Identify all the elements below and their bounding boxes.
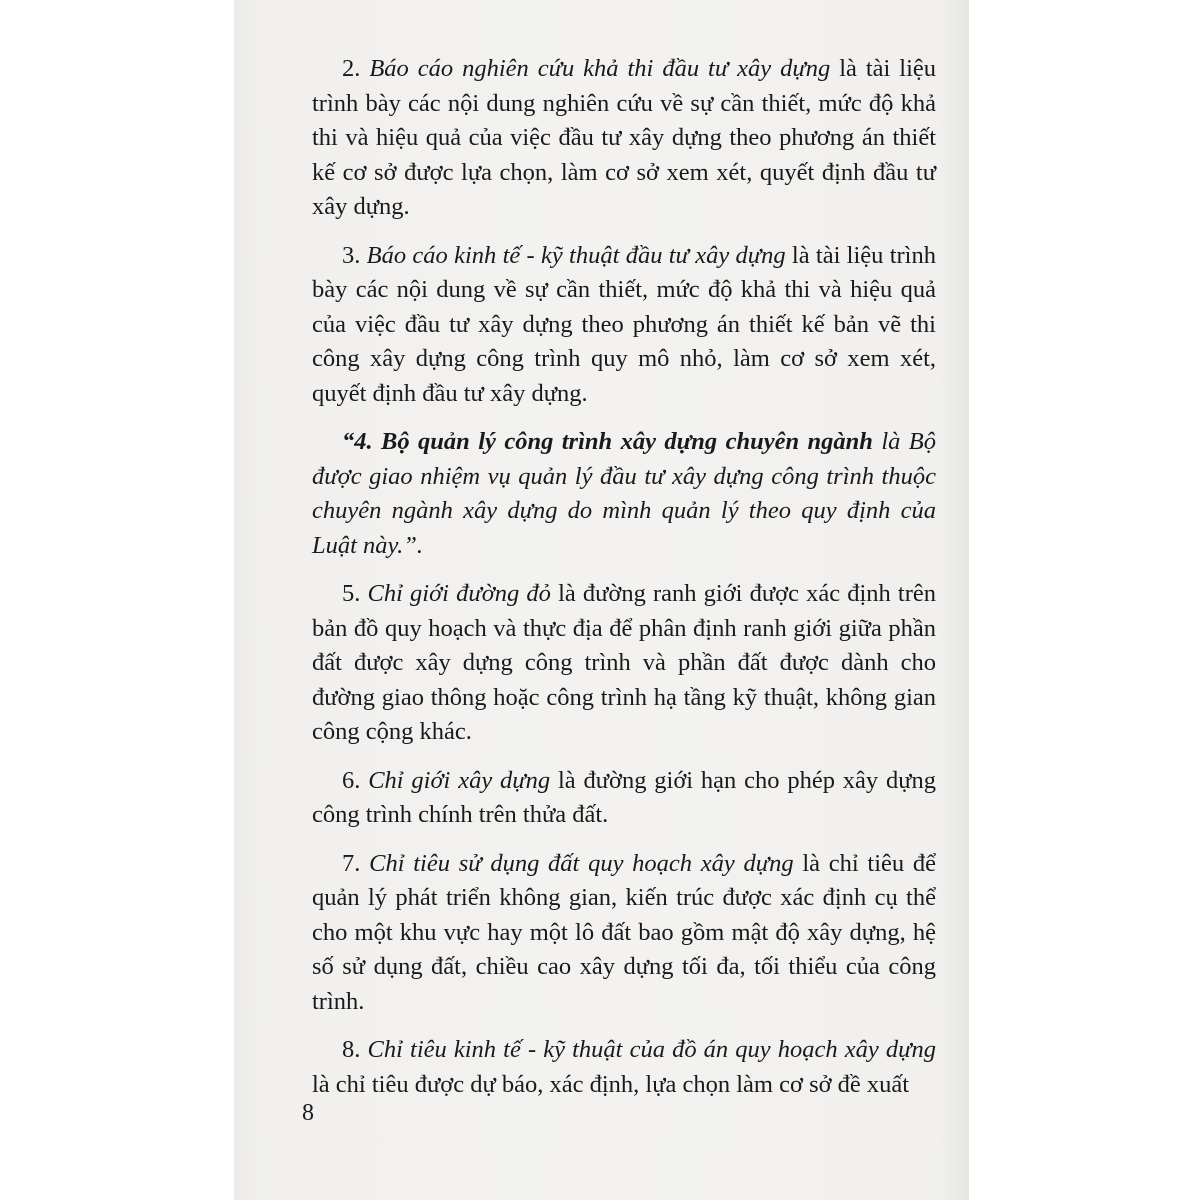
- paragraph-number: 2.: [342, 55, 361, 82]
- definition-text: là tài liệu trình bày các nội dung về sự cần thiết, mức độ khả thi và hiệu quả của việc đầu tư xây dựng theo phương án thiết kế bản vẽ thi công xây dựng công trình quy mô nhỏ, làm cơ sở xem xét, quyết định đầu tư xây dựng.: [312, 241, 936, 407]
- page-number: 8: [302, 1100, 314, 1126]
- paragraph-number: “4.: [342, 428, 373, 455]
- defined-term: Chỉ tiêu sử dụng đất quy hoạch xây dựng: [369, 849, 794, 877]
- book-page: [234, 0, 969, 1200]
- paragraph-7: [312, 847, 936, 1020]
- defined-term: Chỉ giới xây dựng: [368, 766, 551, 794]
- defined-term: Chỉ giới đường đỏ: [367, 580, 551, 607]
- paragraph-number: 6.: [342, 766, 361, 794]
- defined-term: Báo cáo kinh tế - kỹ thuật đầu tư xây dựng: [366, 241, 786, 269]
- definition-text: là đường giới hạn cho phép xây dựng công trình chính trên thửa đất.: [312, 766, 937, 828]
- definition-text: là Bộ được giao nhiệm vụ quản lý đầu tư xây dựng công trình thuộc chuyên ngành xây dựng do mình quản lý theo quy định của Luật này.”.: [312, 428, 937, 559]
- defined-term: Chỉ tiêu kinh tế - kỹ thuật của đồ án quy hoạch xây dựng: [367, 1036, 936, 1063]
- paragraph-number: 7.: [342, 849, 361, 877]
- defined-term: Bộ quản lý công trình xây dựng chuyên ngành: [381, 428, 873, 455]
- paragraph-2: [312, 52, 936, 225]
- definition-text: là đường ranh giới được xác định trên bản đồ quy hoạch và thực địa để phân định ranh giới giữa phần đất được xây dựng công trình và phần đất được dành cho đường giao thông hoặc công trình hạ tầng kỹ thuật, không gian công cộng khác.: [312, 580, 937, 745]
- paragraph-3: [312, 239, 936, 412]
- definition-text: là tài liệu trình bày các nội dung nghiên cứu về sự cần thiết, mức độ khả thi và hiệu quả của việc đầu tư xây dựng theo phương án thiết kế cơ sở được lựa chọn, làm cơ sở xem xét, quyết định đầu tư xây dựng.: [312, 55, 937, 220]
- paragraph-4: [312, 425, 936, 563]
- page-body-text: [312, 52, 936, 1116]
- paragraph-number: 3.: [342, 241, 361, 269]
- paragraph-number: 5.: [342, 580, 361, 607]
- definition-text: là chỉ tiêu được dự báo, xác định, lựa chọn làm cơ sở đề xuất: [312, 1070, 910, 1098]
- paragraph-8: [312, 1033, 936, 1102]
- paragraph-5: [312, 577, 936, 750]
- paragraph-6: [312, 764, 936, 833]
- paragraph-number: 8.: [342, 1036, 361, 1063]
- definition-text: là chỉ tiêu để quản lý phát triển không gian, kiến trúc được xác định cụ thể cho một khu vực hay một lô đất bao gồm mật độ xây dựng, hệ số sử dụng đất, chiều cao xây dựng tối đa, tối thiểu của công trình.: [312, 849, 937, 1015]
- defined-term: Báo cáo nghiên cứu khả thi đầu tư xây dựng: [369, 55, 831, 82]
